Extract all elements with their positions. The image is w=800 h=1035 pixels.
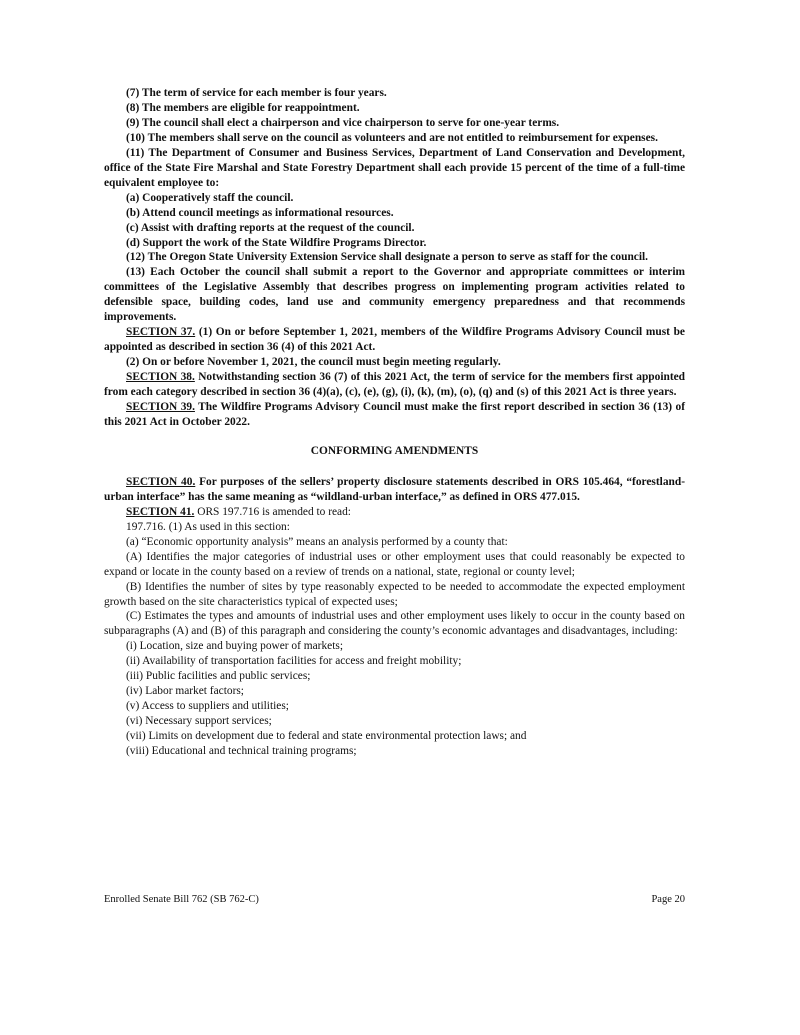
- paragraph-11d: (d) Support the work of the State Wildfire Programs Director.: [126, 236, 427, 249]
- statute-list-item: (ii) Availability of transportation facilities for access and freight mobility;: [126, 655, 462, 668]
- section-40-text: For purposes of the sellers’ property disclosure statements described in ORS 105.464, “forestland-urban interface” has the same meaning as “wildland-urban interface,” as defined in ORS 477.015.: [104, 475, 685, 503]
- paragraph-9: (9) The council shall elect a chairperson and vice chairperson to serve for one-year terms.: [126, 116, 560, 129]
- statute-list-item: (iii) Public facilities and public services;: [126, 670, 311, 683]
- statute-paragraph: 197.716. (1) As used in this section:: [126, 520, 290, 533]
- section-38-label: SECTION 38.: [126, 371, 195, 384]
- section-39-text: The Wildfire Programs Advisory Council must make the first report described in section 36 (13) of this 2021 Act in October 2022.: [104, 401, 685, 428]
- statute-list-item: (iv) Labor market factors;: [126, 685, 244, 698]
- statute-list-item: (vi) Necessary support services;: [126, 715, 272, 728]
- section-37-2: (2) On or before November 1, 2021, the council must begin meeting regularly.: [126, 356, 501, 369]
- conforming-amendments-heading: CONFORMING AMENDMENTS: [310, 444, 479, 457]
- section-40-label: SECTION 40.: [126, 475, 196, 488]
- statute-list-item: (v) Access to suppliers and utilities;: [126, 700, 289, 713]
- section-38: [104, 370, 685, 400]
- statute-list-item: (i) Location, size and buying power of markets;: [126, 640, 343, 653]
- paragraph-13: (13) Each October the council shall submit a report to the Governor and appropriate committees or interim committees of the Legislative Assembly that describes progress on implementing program activities related to defensible space, building codes, land use and community emergency preparedness and that recommends improvements.: [104, 266, 685, 324]
- paragraph-11b: (b) Attend council meetings as informational resources.: [126, 206, 394, 219]
- paragraph-11a: (a) Cooperatively staff the council.: [126, 191, 294, 204]
- section-38-text: Notwithstanding section 36 (7) of this 2021 Act, the term of service for the members first appointed from each category described in section 36 (4)(a), (c), (e), (g), (i), (k), (m), (o), (q) and (s) of this 2021 Act is three years.: [104, 371, 685, 399]
- section-41-text: ORS 197.716 is amended to read:: [194, 505, 351, 518]
- statute-list-item: (viii) Educational and technical training programs;: [126, 745, 357, 758]
- section-40: [104, 475, 685, 505]
- document-body: [104, 86, 685, 759]
- statute-paragraph: (B) Identifies the number of sites by type reasonably expected to be needed to accommodate the expected employment growth based on the site characteristics typical of expected uses;: [104, 580, 685, 608]
- page-footer: [104, 894, 685, 905]
- section-37: [104, 325, 685, 355]
- paragraph-7: (7) The term of service for each member is four years.: [126, 87, 387, 99]
- paragraph-8: (8) The members are eligible for reappointment.: [126, 101, 360, 114]
- section-37-text: (1) On or before September 1, 2021, members of the Wildfire Programs Advisory Council must be appointed as described in section 36 (4) of this 2021 Act.: [104, 326, 685, 354]
- paragraph-12: (12) The Oregon State University Extension Service shall designate a person to serve as staff for the council.: [126, 251, 649, 264]
- statute-paragraph: (A) Identifies the major categories of industrial uses or other employment uses that could reasonably be expected to expand or locate in the county based on a review of trends on a national, state, regional or county level;: [104, 550, 685, 578]
- paragraph-10: (10) The members shall serve on the council as volunteers and are not entitled to reimbursement for expenses.: [126, 131, 658, 144]
- section-39-label: SECTION 39.: [126, 401, 195, 414]
- section-41: [104, 505, 685, 520]
- section-37-label: SECTION 37.: [126, 326, 196, 339]
- paragraph-11: (11) The Department of Consumer and Business Services, Department of Land Conservation and Development, office of the State Fire Marshal and State Forestry Department shall each provide 15 percent of the time of a full-time equivalent employee to:: [104, 146, 685, 189]
- footer-bill-title: Enrolled Senate Bill 762 (SB 762-C): [104, 894, 259, 905]
- statute-paragraph: (a) “Economic opportunity analysis” means an analysis performed by a county that:: [126, 535, 508, 548]
- section-39: [104, 400, 685, 430]
- section-41-label: SECTION 41.: [126, 505, 195, 518]
- statute-paragraph: (C) Estimates the types and amounts of industrial uses and other employment uses likely to occur in the county based on subparagraphs (A) and (B) of this paragraph and considering the county’s economic advantages and disadvantages, including:: [104, 610, 685, 638]
- paragraph-11c: (c) Assist with drafting reports at the request of the council.: [126, 221, 415, 234]
- footer-page-number: Page 20: [651, 894, 685, 905]
- statute-list-item: (vii) Limits on development due to federal and state environmental protection laws; and: [126, 730, 527, 743]
